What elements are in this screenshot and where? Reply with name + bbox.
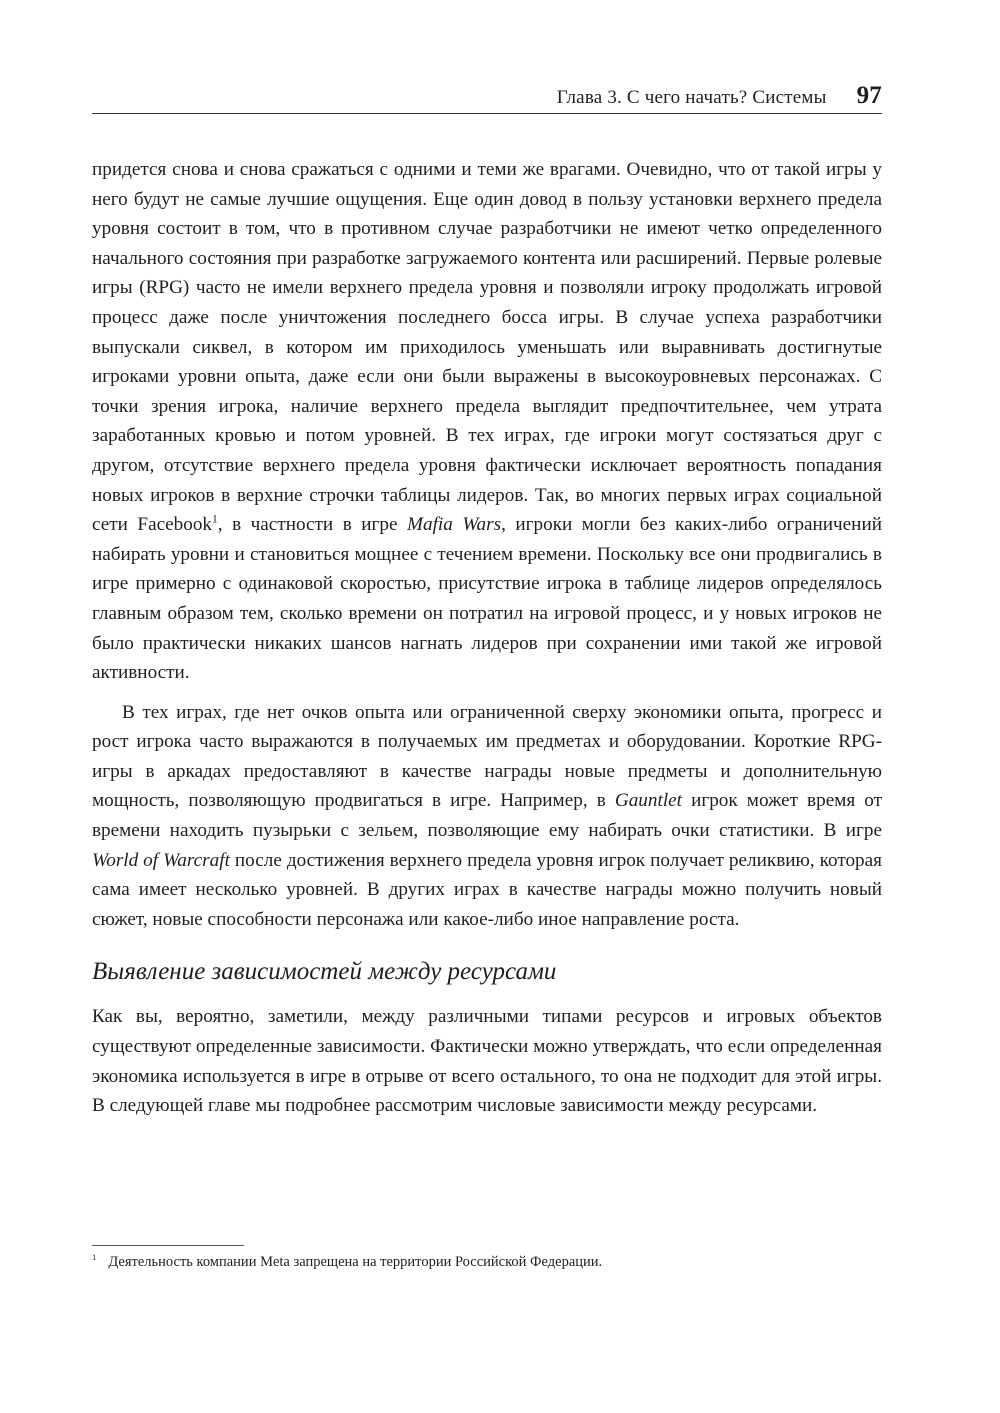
chapter-title: Глава 3. С чего начать? Системы — [556, 87, 827, 108]
paragraph-1 — [92, 155, 882, 688]
game-title-gauntlet: Gauntlet — [614, 790, 682, 812]
paragraph-3: Как вы, вероятно, заметили, между различными типами ресурсов и игровых объектов существуют определенные зависимости. Фактически можно утверждать, что если определенная экономика используется в игре в отрыве от всего остального, то она не подходит для этой игры. В следующей главе мы подробнее рассмотрим числовые зависимости между ресурсами. — [92, 1006, 882, 1117]
paragraph-2-text-b: игрок может время от времени находить пузырьки с зельем, позволяющие ему набирать очки статистики. В игре — [92, 790, 882, 842]
paragraph-1-text-b: , в частности в игре — [217, 514, 407, 536]
section-heading: Выявление зависимостей между ресурсами — [92, 958, 557, 986]
game-title-wow: World of Warcraft — [92, 849, 230, 871]
paragraph-2-text-c: после достижения верхнего предела уровня игрок получает реликвию, которая сама имеет несколько уровней. В других играх в качестве награды можно получить новый сюжет, новые способности персонажа или какое-либо иное направление роста. — [92, 849, 882, 930]
game-title-mafia-wars: Mafia Wars — [407, 514, 502, 536]
footnote — [92, 1252, 882, 1272]
paragraph-2-text-a: В тех играх, где нет очков опыта или ограниченной сверху экономики опыта, прогресс и рост игрока часто выражаются в получаемых им предметах и оборудовании. Короткие RPG-игры в аркадах предоставляют в качестве награды новые предметы и дополнительную мощность, позволяющую продвигаться в игре. Например, в — [92, 701, 882, 812]
footnote-ref: 1 — [212, 513, 218, 526]
page-number: 97 — [856, 82, 882, 109]
footnote-text: Деятельность компании Meta запрещена на территории Российской Федерации. — [108, 1254, 603, 1270]
paragraph-1-text-c: , игроки могли без каких-либо ограничений набирать уровни и становиться мощнее с течением времени. Поскольку все они продвигались в игре примерно с одинаковой скоростью, присутствие игрока в таблице лидеров определялось главным образом тем, сколько времени он потратил на игровой процесс, и у новых игроков не было практически никаких шансов нагнать лидеров при сохранении ими такой же игровой активности. — [92, 514, 882, 684]
footnote-marker: 1 — [92, 1252, 97, 1263]
paragraph-2 — [92, 698, 882, 935]
footnote-rule — [92, 1245, 244, 1246]
header-rule — [92, 113, 882, 114]
running-head — [92, 82, 882, 110]
page-body — [92, 155, 882, 1121]
paragraph-1-text-a: придется снова и снова сражаться с одними и теми же врагами. Очевидно, что от такой игры у него будут не самые лучшие ощущения. Еще один довод в пользу установки верхнего предела уровня состоит в том, что в противном случае разработчики не имеют четко определенного начального состояния при разработке загружаемого контента или расширений. Первые ролевые игры (RPG) часто не имели верхнего предела уровня и позволяли игроку продолжать игровой процесс даже после уничтожения последнего босса игры. В случае успеха разработчики выпускали сиквел, в котором им приходилось уменьшать или выравнивать достигнутые игроками уровни опыта, даже если они были выражены в высокоуровневых персонажах. С точки зрения игрока, наличие верхнего предела выглядит предпочтительнее, чем утрата заработанных кровью и потом уровней. В тех играх, где игроки могут состязаться друг с другом, отсутствие верхнего предела уровня фактически исключает вероятность попадания новых игроков в верхние строчки таблицы лидеров. Так, во многих первых играх социальной сети Facebook — [92, 159, 882, 536]
